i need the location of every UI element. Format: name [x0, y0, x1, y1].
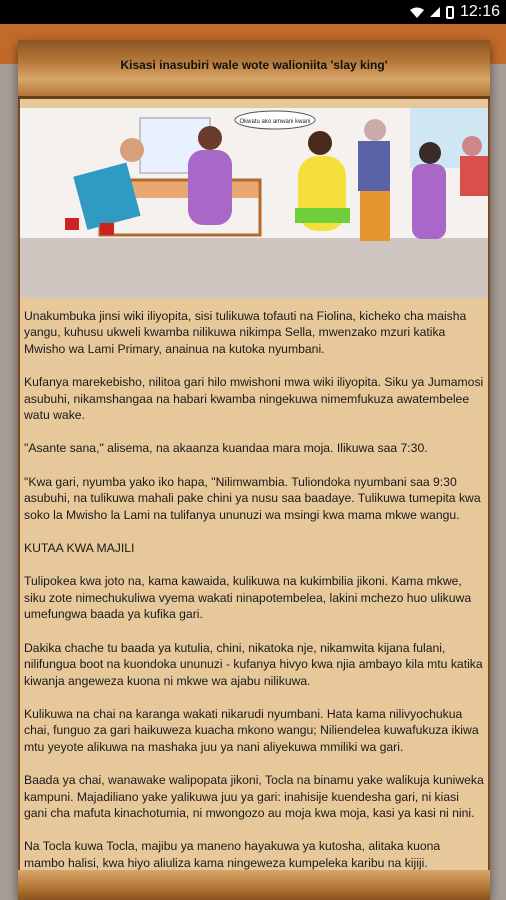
article-scroll[interactable] — [18, 40, 490, 900]
article-body — [24, 308, 484, 888]
scroll-header — [18, 40, 490, 99]
paragraph: Dakika chache tu baada ya kutulia, chini, nikatoka nje, nikamwita kijana fulani, nilifungua boot na kuondoka ununuzi - kufanya hivyo kwa njia ambayo kila mtu katika kiwanja angeweza kuona ni mkwe wa ajabu nilikuwa. — [24, 640, 483, 688]
paragraph: Tulipokea kwa joto na, kama kawaida, kulikuwa na kukimbilia jikoni. Kama mkwe, siku zote nimechukuliwa vyema wakati ninapotembelea, lakini mchezo huo ulikuwa umefungwa baada ya kufika gari. — [24, 574, 472, 622]
article-title: Kisasi inasubiri wale wote walioniita 'slay king' — [120, 58, 388, 72]
cartoon-illustration — [20, 108, 488, 298]
status-bar — [0, 0, 506, 24]
signal-icon — [430, 7, 440, 17]
paragraph: Kufanya marekebisho, nilitoa gari hilo mwishoni mwa wiki iliyopita. Siku ya Jumamosi asubuhi, nikamshangaa na habari kwamba ningekuwa nimemfukuza awatembelee watu wake. — [24, 375, 484, 423]
wifi-icon — [410, 6, 424, 18]
article-illustration — [20, 108, 488, 298]
paragraph: "Kwa gari, nyumba yako iko hapa, "Nilimwambia. Tuliondoka nyumbani saa 9:30 asubuhi, na tulikuwa mahali pake chini ya nusu saa baadaye. Tulikuwa tumepita kwa soko la Mwisho la Lami na tulifanya ununuzi wa msingi kwa mama mkwe wangu. — [24, 474, 481, 522]
section-heading: KUTAA KWA MAJILI — [24, 541, 135, 556]
paragraph: Na Tocla kuwa Tocla, majibu ya maneno hayakuwa ya kutosha, alitaka kuona mambo halisi, kwa hiyo aliuliza kama ningeweza kumpeleka karibu na kijiji. — [24, 839, 441, 870]
paragraph: Baada ya chai, wanawake walipopata jikoni, Tocla na binamu yake walikuja kuniweka kampuni. Majadiliano yake yalikuwa juu ya gari: inahisije kuendesha gari, ni kiasi gani cha mafuta kinachotumia, ni mwongozo au moja kwa moja, kasi ya kasi ni nini. — [24, 773, 484, 820]
paragraph: "Asante sana," alisema, na akaanza kuandaa mara moja. Ilikuwa saa 7:30. — [24, 441, 428, 456]
speech-bubble-text: Okwatu ako amwani kwani — [239, 119, 311, 125]
battery-icon — [446, 6, 454, 19]
status-time: 12:16 — [459, 3, 500, 20]
paragraph: Unakumbuka jinsi wiki iliyopita, sisi tulikuwa tofauti na Fiolina, kicheko cha maisha yangu, kuhusu ukweli kwamba nilikuwa nikimpa Sella, mwenzako mzuri katika Mwisho wa Lami Primary, anainua na kutoka nyumbani. — [24, 309, 467, 356]
paragraph: Kulikuwa na chai na karanga wakati nikarudi nyumbani. Hata kama nilivyochukua chai, funguo za gari haikuweza kuacha mkono wangu; Niliendelea kuwafukuza ikiwa mtu yeyote alikuwa na mashaka juu ya nani aliyekuwa mmiliki wa gari. — [24, 706, 479, 754]
scroll-footer — [18, 870, 490, 900]
